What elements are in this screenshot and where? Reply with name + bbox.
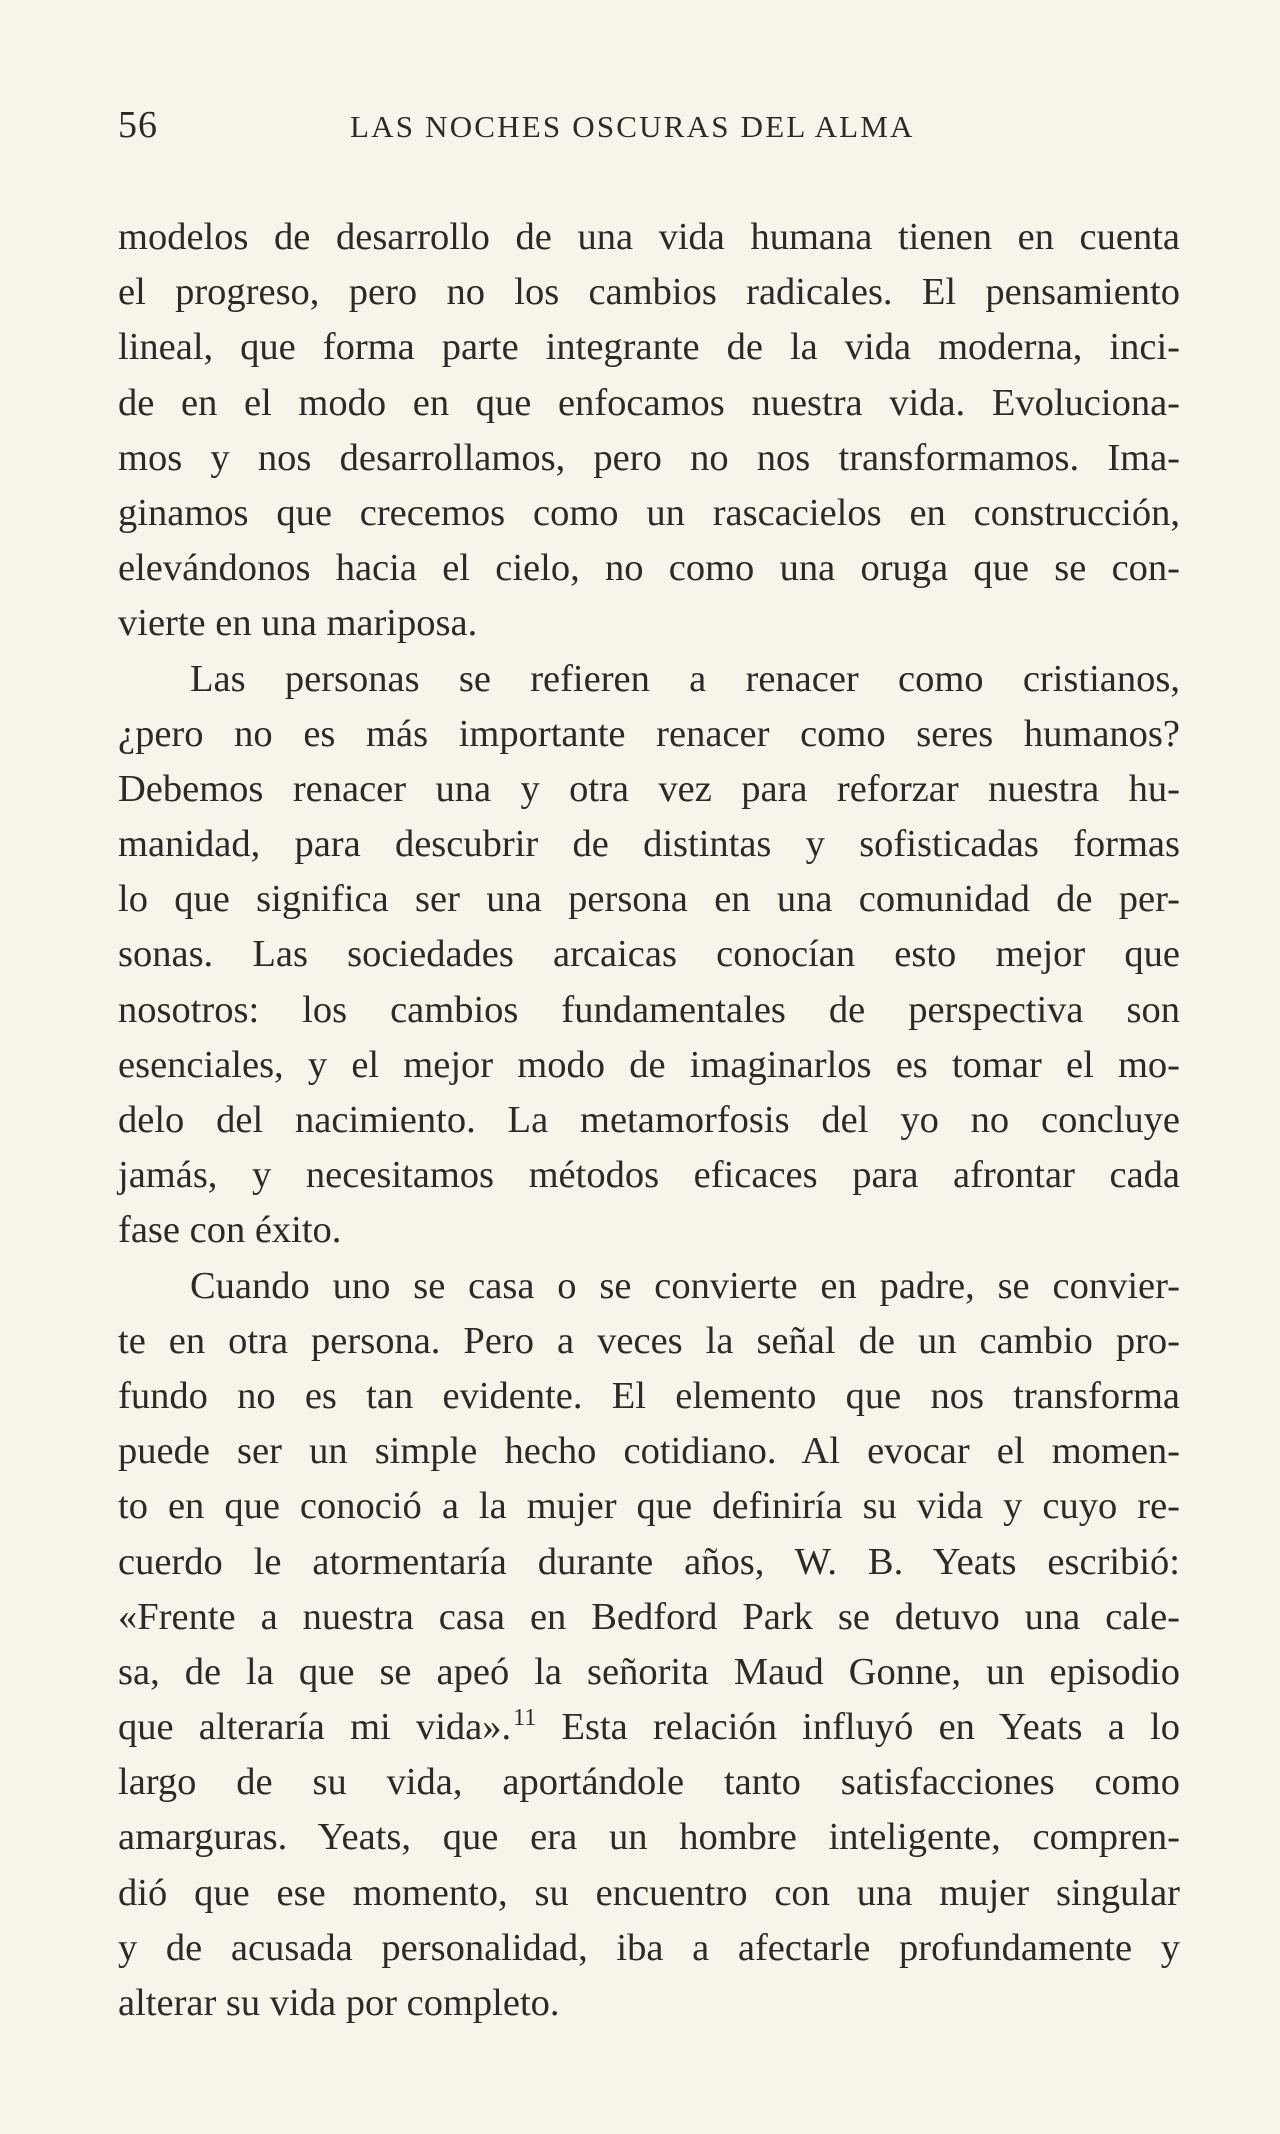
text-line: ginamos que crecemos como un rascacielos en construcción, [118,491,1180,534]
text-line: modelos de desarrollo de una vida humana tienen en cuenta [118,216,1180,258]
text-line: puede ser un simple hecho cotidiano. Al evocar el momen- [118,1430,1180,1473]
text-line: jamás, y necesitamos métodos eficaces para afrontar cada [118,1154,1180,1197]
text-line: Las personas se refieren a renacer como cristianos, [190,657,1180,700]
text-segment: Esta relación influyó en Yeats a lo [561,1706,1180,1749]
text-line: vierte en una mariposa. [118,602,478,645]
text-line-with-footnote [118,1700,1180,1755]
text-line: sa, de la que se apeó la señorita Maud Gonne, un episodio [118,1650,1180,1693]
text-line: Cuando uno se casa o se convierte en padre, se convier- [190,1264,1180,1307]
text-line: largo de su vida, aportándole tanto satisfacciones como [118,1761,1180,1804]
text-line: esenciales, y el mejor modo de imaginarlos es tomar el mo- [118,1043,1180,1086]
book-title: LAS NOCHES OSCURAS DEL ALMA [350,109,915,144]
paragraph-2 [118,652,1180,1259]
text-line: to en que conoció a la mujer que definiría su vida y cuyo re- [118,1485,1180,1528]
text-line: delo del nacimiento. La metamorfosis del yo no concluye [118,1099,1180,1141]
text-line: Debemos renacer una y otra vez para reforzar nuestra hu- [118,767,1180,810]
text-line: el progreso, pero no los cambios radicales. El pensamiento [118,271,1180,314]
text-line: fase con éxito. [118,1209,342,1252]
text-line: mos y nos desarrollamos, pero no nos transformamos. Ima- [118,436,1180,479]
text-line: de en el modo en que enfocamos nuestra vida. Evoluciona- [118,381,1180,424]
text-line: «Frente a nuestra casa en Bedford Park se detuvo una cale- [118,1595,1180,1638]
page-number: 56 [118,104,158,146]
text-line: amarguras. Yeats, que era un hombre inteligente, compren- [118,1816,1180,1859]
text-line: ¿pero no es más importante renacer como seres humanos? [118,712,1180,755]
text-line: te en otra persona. Pero a veces la señal de un cambio pro- [118,1319,1180,1362]
text-line: manidad, para descubrir de distintas y sofisticadas formas [118,823,1180,866]
text-line: dió que ese momento, su encuentro con una mujer singular [118,1871,1180,1914]
paragraph-3 [118,1259,1180,2032]
text-line: cuerdo le atormentaría durante años, W. B. Yeats escribió: [118,1540,1180,1583]
footnote-reference[interactable]: 11 [513,1705,537,1732]
body-text [118,210,1180,2031]
text-line: alterar su vida por completo. [118,1982,560,2024]
text-line: elevándonos hacia el cielo, no como una oruga que se con- [118,547,1180,590]
text-line: y de acusada personalidad, iba a afectarle profundamente y [118,1926,1180,1969]
text-line: lo que significa ser una persona en una comunidad de per- [118,878,1180,921]
text-line: fundo no es tan evidente. El elemento que nos transforma [118,1374,1180,1417]
text-line: nosotros: los cambios fundamentales de perspectiva son [118,988,1180,1031]
text-segment: que alteraría mi vida». [118,1706,512,1749]
running-header [118,100,1180,150]
text-line: lineal, que forma parte integrante de la vida moderna, inci- [118,326,1180,369]
paragraph-1 [118,210,1180,652]
text-line: sonas. Las sociedades arcaicas conocían esto mejor que [118,933,1180,976]
